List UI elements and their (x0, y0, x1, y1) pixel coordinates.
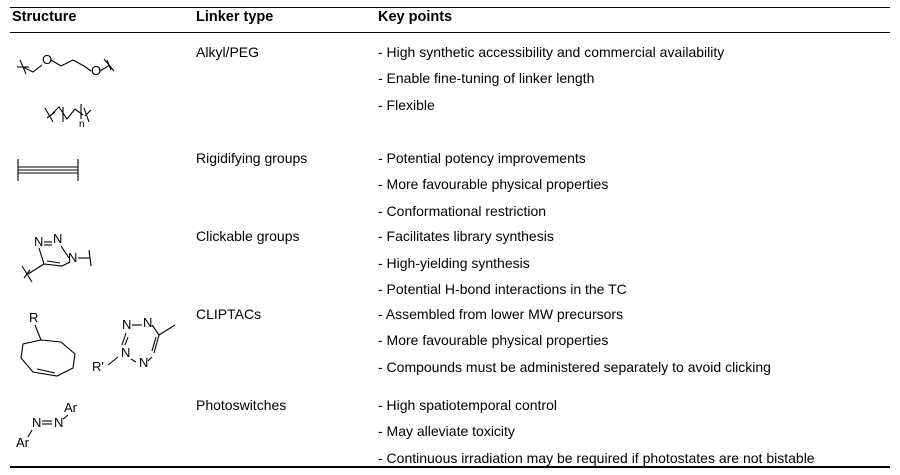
key-point: - Facilitates library synthesis (378, 228, 554, 244)
triazole-n3: N (68, 250, 78, 265)
tetrazine-structure (90, 315, 190, 385)
key-point: - High-yielding synthesis (378, 255, 530, 271)
linker-type-photoswitches: Photoswitches (196, 397, 287, 413)
key-point: - Compounds must be administered separately to avoid clicking (378, 359, 771, 375)
key-point: - More favourable physical properties (378, 176, 609, 192)
tetrazine-n1: N (122, 317, 132, 332)
triazole-n2: N (53, 231, 63, 246)
tetrazine-rprime: R' (92, 359, 104, 374)
azo-ar2: Ar (16, 435, 29, 450)
tetrazine-n4: N (139, 355, 149, 370)
alkyl-n-subscript: n (79, 119, 85, 130)
triazole-structure (14, 232, 124, 292)
tetrazine-n2: N (143, 315, 153, 330)
key-point: - Flexible (378, 97, 435, 113)
linker-type-cliptacs: CLIPTACs (196, 306, 262, 322)
header-key-points: Key points (378, 9, 453, 25)
linker-type-clickable: Clickable groups (196, 228, 300, 244)
cyclooctene-r: R (29, 310, 39, 325)
header-rule (10, 32, 890, 33)
tetrazine-n3: N (121, 345, 131, 360)
azo-ar1: Ar (64, 400, 77, 415)
azo-n1: N (32, 415, 42, 430)
peg-oxygen-1: O (42, 52, 53, 67)
linker-type-alkyl-peg: Alkyl/PEG (196, 44, 260, 60)
header-structure: Structure (12, 9, 77, 25)
linker-type-rigidifying: Rigidifying groups (196, 150, 308, 166)
key-point: - Assembled from lower MW precursors (378, 306, 624, 322)
alkyl-chain-structure (43, 98, 123, 138)
key-point: - More favourable physical properties (378, 332, 609, 348)
peg-structure (15, 48, 125, 88)
header-linker-type: Linker type (196, 9, 274, 25)
key-point: - Potential H-bond interactions in the TC (378, 281, 627, 297)
azo-structure (14, 397, 104, 457)
bottom-rule (10, 466, 890, 468)
top-rule (10, 7, 890, 8)
triazole-n1: N (34, 234, 44, 249)
azo-n2: N (54, 415, 64, 430)
key-point: - High spatiotemporal control (378, 397, 557, 413)
key-point: - High synthetic accessibility and commercial availability (378, 44, 725, 60)
key-point: - Potential potency improvements (378, 150, 586, 166)
peg-oxygen-2: O (91, 63, 102, 78)
key-point: - Conformational restriction (378, 203, 547, 219)
key-point: - Continuous irradiation may be required if photostates are not bistable (378, 450, 815, 466)
alkyne-structure (13, 157, 93, 187)
key-point: - May alleviate toxicity (378, 423, 515, 439)
key-point: - Enable fine-tuning of linker length (378, 70, 595, 86)
